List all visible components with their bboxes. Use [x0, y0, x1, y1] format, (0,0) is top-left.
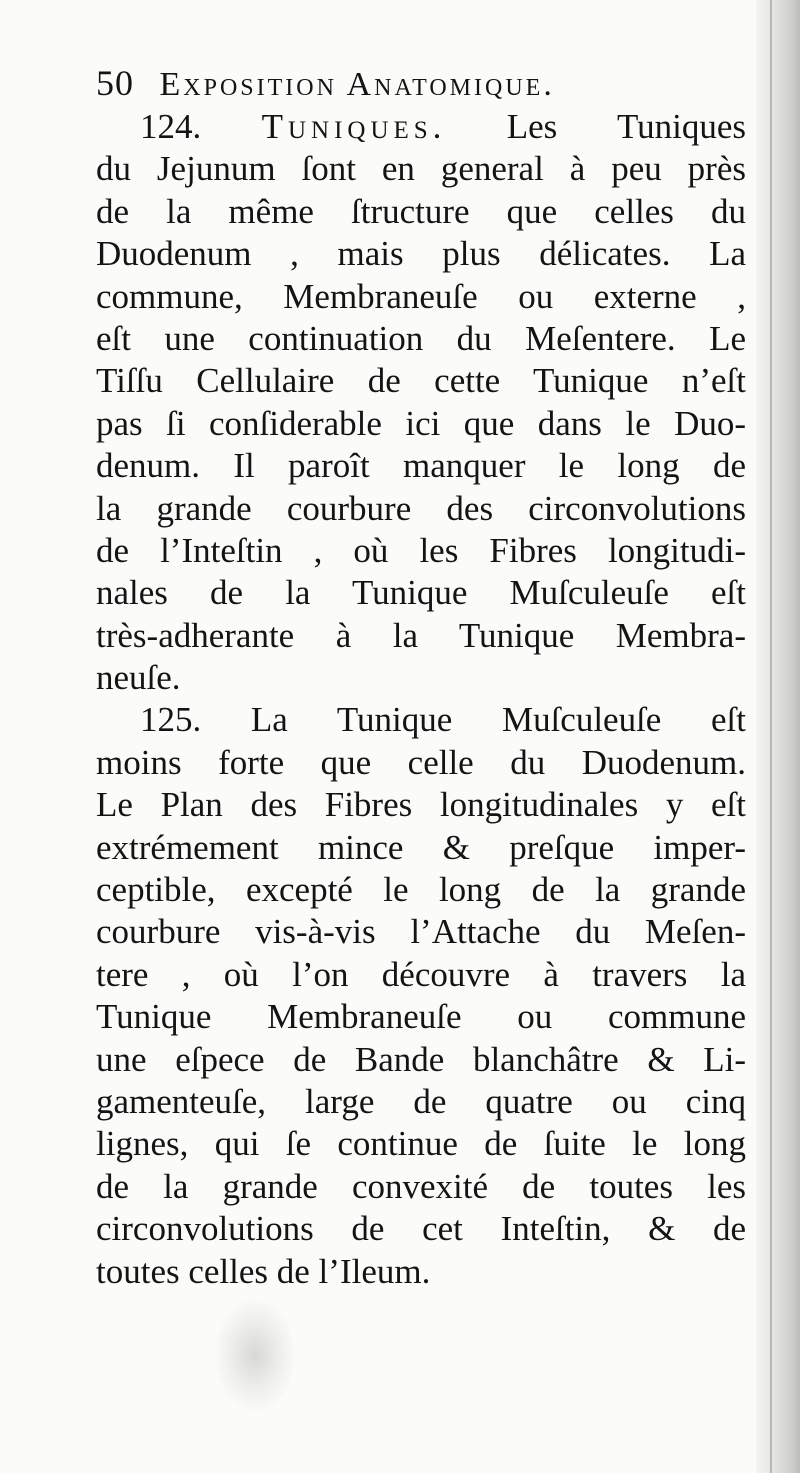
paragraph-line: circonvolutions de cet Inteſtin, & de: [96, 1209, 746, 1249]
text-block: [96, 60, 746, 1293]
paragraph-line: courbure vis-à-vis l’Attache du Meſen-: [96, 912, 746, 952]
paragraph-line: lignes, qui ſe continue de ſuite le long: [96, 1124, 746, 1164]
paragraph-line: ceptible, excepté le long de la grande: [96, 870, 746, 910]
paragraph-line: [96, 106, 746, 148]
paragraph-124: [96, 106, 746, 699]
paragraph-number: 124.: [140, 107, 202, 146]
paragraph-line: de l’Inteſtin , où les Fibres longitudi-: [96, 530, 746, 570]
paragraph-line: nales de la Tunique Muſculeuſe eſt: [96, 573, 746, 613]
section-heading: Tuniques.: [261, 107, 447, 146]
paragraph-line: moins forte que celle du Duodenum.: [96, 742, 746, 782]
paragraph-line: Tunique Membraneuſe ou commune: [96, 997, 746, 1037]
paragraph-line: eſt une continuation du Meſentere. Le: [96, 318, 746, 358]
paragraph-line: pas ſi conſiderable ici que dans le Duo-: [96, 403, 746, 443]
paragraph-line: denum. Il paroît manquer le long de: [96, 446, 746, 486]
paragraph-line: tere , où l’on découvre à travers la: [96, 954, 746, 994]
paragraph-line: neuſe.: [96, 658, 181, 698]
paragraph-number: 125.: [140, 700, 202, 740]
paragraph-line: du Jejunum ſont en general à peu près: [96, 149, 746, 189]
paragraph-line: la grande courbure des circonvolutions: [96, 488, 746, 528]
paragraph-line: une eſpece de Bande blanchâtre & Li-: [96, 1039, 746, 1079]
paragraph-line: très-adherante à la Tunique Membra-: [96, 615, 746, 655]
paragraph-line: Tiſſu Cellulaire de cette Tunique n’eſt: [96, 361, 746, 401]
running-title: Exposition Anatomique.: [159, 66, 555, 103]
page-gutter-shadow: [756, 0, 800, 1473]
paragraph-line: gamenteuſe, large de quatre ou cinq: [96, 1081, 746, 1121]
paragraph-line: de la même ſtructure que celles du: [96, 191, 746, 231]
page-number: 50: [96, 63, 134, 103]
paragraph-line: commune, Membraneuſe ou externe ,: [96, 276, 746, 316]
page-fold-line: [770, 0, 772, 1473]
paragraph-line: toutes celles de l’Ileum.: [96, 1251, 431, 1291]
paragraph-line: de la grande convexité de toutes les: [96, 1166, 746, 1206]
paragraph-line: Le Plan des Fibres longitudinales y eſt: [96, 785, 746, 825]
line-text: Les Tuniques: [506, 107, 747, 146]
paragraph-line: extrémement mince & preſque imper-: [96, 827, 746, 867]
ink-smudge: [215, 1300, 295, 1410]
paragraph-125: [96, 699, 746, 1292]
paragraph-line: [96, 699, 746, 741]
line-text: La Tunique Muſculeuſe eſt: [250, 700, 746, 740]
paragraph-line: Duodenum , mais plus délicates. La: [96, 234, 746, 274]
running-header: [96, 60, 746, 106]
